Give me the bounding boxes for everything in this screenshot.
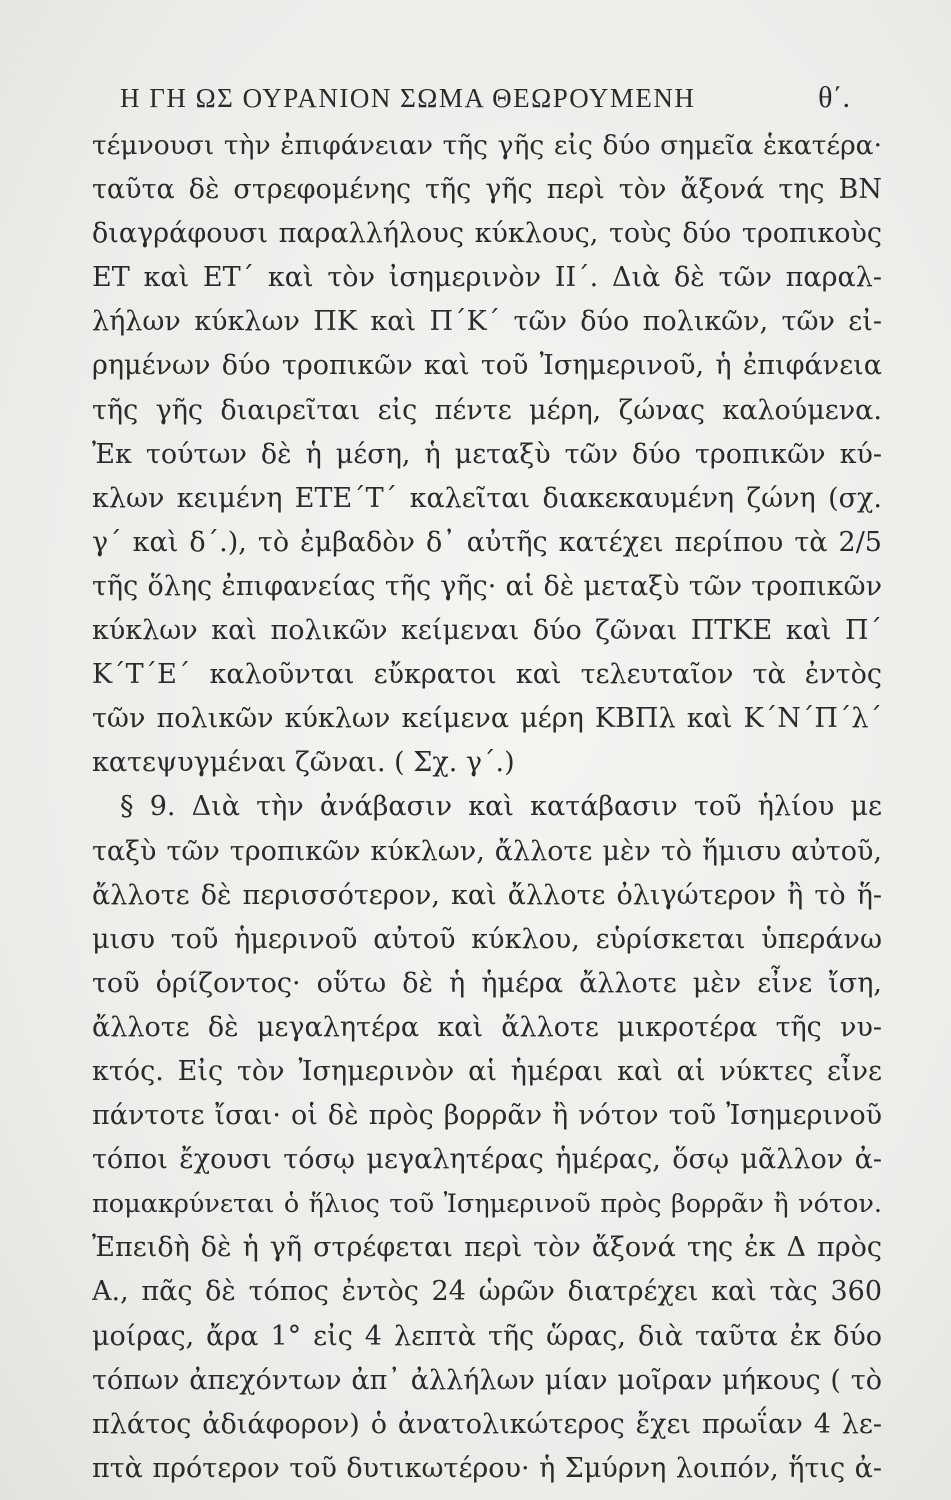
text-line: κτός. Εἰς τὸν Ἰσημερινὸν αἱ ἡμέραι καὶ αἱ νύκτες εἶνε [92,1055,882,1087]
text-line: μοίρας, ἄρα 1° εἰς 4 λεπτὰ τῆς ὥρας, διὰ ταῦτα ἐκ δύο [92,1320,882,1352]
text-line: ταξὺ τῶν τροπικῶν κύκλων, ἄλλοτε μὲν τὸ ἥμισυ αὐτοῦ, [92,835,882,867]
text-line: πλάτος ἀδιάφορον) ὁ ἀνατολικώτερος ἔχει πρωΐαν 4 λε- [92,1408,882,1440]
body-text [92,124,882,1491]
text-line: τῶν πολικῶν κύκλων κείμενα μέρη ΚΒΠλ καὶ Κ΄Ν΄Π΄λ΄ [92,703,882,735]
text-line: ἄλλοτε δὲ μεγαλητέρα καὶ ἄλλοτε μικροτέρα τῆς νυ- [92,1011,882,1043]
text-line: κύκλων καὶ πολικῶν κείμεναι δύο ζῶναι ΠΤΚΕ καὶ Π΄ [92,615,882,647]
text-line: τῆς ὅλης ἐπιφανείας τῆς γῆς· αἱ δὲ μεταξὺ τῶν τροπικῶν [92,570,882,602]
text-line: Ἐκ τούτων δὲ ἡ μέση, ἡ μεταξὺ τῶν δύο τροπικῶν κύ- [92,438,882,470]
section-heading-line: § 9. Διὰ τὴν ἀνάβασιν καὶ κατάβασιν τοῦ ἡλίου με [120,791,882,823]
running-title: Η ΓΗ ΩΣ ΟΥΡΑΝΙΟΝ ΣΩΜΑ ΘΕΩΡΟΥΜΕΝΗ [120,83,696,113]
text-line: Ἐπειδὴ δὲ ἡ γῆ στρέφεται περὶ τὸν ἄξονά της ἐκ Δ πρὸς [92,1232,882,1264]
text-line: πτὰ πρότερον τοῦ δυτικωτέρου· ἡ Σμύρνη λοιπόν, ἥτις ἀ- [92,1452,882,1484]
text-line: τοῦ ὁρίζοντος· οὕτω δὲ ἡ ἡμέρα ἄλλοτε μὲν εἶνε ἴση, [92,967,882,999]
text-line: Α., πᾶς δὲ τόπος ἐντὸς 24 ὡρῶν διατρέχει καὶ τὰς 360 [92,1276,882,1308]
text-line: λήλων κύκλων ΠΚ καὶ Π΄Κ΄ τῶν δύο πολικῶν, τῶν εἰ- [92,306,882,338]
text-line: τέμνουσι τὴν ἐπιφάνειαν τῆς γῆς εἰς δύο σημεῖα ἑκατέρα· [92,130,882,161]
text-line: ρημένων δύο τροπικῶν καὶ τοῦ Ἰσημερινοῦ, ἡ ἐπιφάνεια [92,350,882,382]
text-line: γ΄ καὶ δ΄.), τὸ ἐμβαδὸν δ᾽ αὐτῆς κατέχει περίπου τὰ 2/5 [92,526,882,558]
text-line: κατεψυγμέναι ζῶναι. ( Σχ. γ΄.) [92,747,515,779]
text-line: μισυ τοῦ ἡμερινοῦ αὐτοῦ κύκλου, εὑρίσκεται ὑπεράνω [92,923,882,955]
text-line: διαγράφουσι παραλλήλους κύκλους, τοὺς δύο τροπικοὺς [92,218,882,250]
text-line: πάντοτε ἴσαι· οἱ δὲ πρὸς βορρᾶν ἢ νότον τοῦ Ἰσημερινοῦ [92,1100,882,1132]
text-line: τῆς γῆς διαιρεῖται εἰς πέντε μέρη, ζώνας καλούμενα. [92,394,882,426]
text-line: ΕΤ καὶ ΕΤ΄ καὶ τὸν ἰσημερινὸν ΙΙ΄. Διὰ δὲ τῶν παραλ- [92,262,882,294]
page-number: θ΄. [818,81,850,114]
text-line: κλων κειμένη ΕΤΕ΄Τ΄ καλεῖται διακεκαυμένη ζώνη (σχ. [92,482,882,514]
text-line: τόποι ἔχουσι τόσῳ μεγαλητέρας ἡμέρας, ὅσῳ μᾶλλον ἀ- [92,1144,882,1176]
text-line: τόπων ἀπεχόντων ἀπ᾽ ἀλλήλων μίαν μοῖραν μήκους ( τὸ [92,1364,882,1396]
text-line: πομακρύνεται ὁ ἥλιος τοῦ Ἰσημερινοῦ πρὸς βορρᾶν ἢ νότον. [92,1189,882,1220]
page-header [120,78,850,118]
text-line: ταῦτα δὲ στρεφομένης τῆς γῆς περὶ τὸν ἄξονά της ΒΝ [92,174,882,206]
text-line: Κ΄Τ΄Ε΄ καλοῦνται εὔκρατοι καὶ τελευταῖον τὰ ἐντὸς [92,659,882,691]
text-line: ἄλλοτε δὲ περισσότερον, καὶ ἄλλοτε ὀλιγώτερον ἢ τὸ ἥ- [92,879,882,911]
